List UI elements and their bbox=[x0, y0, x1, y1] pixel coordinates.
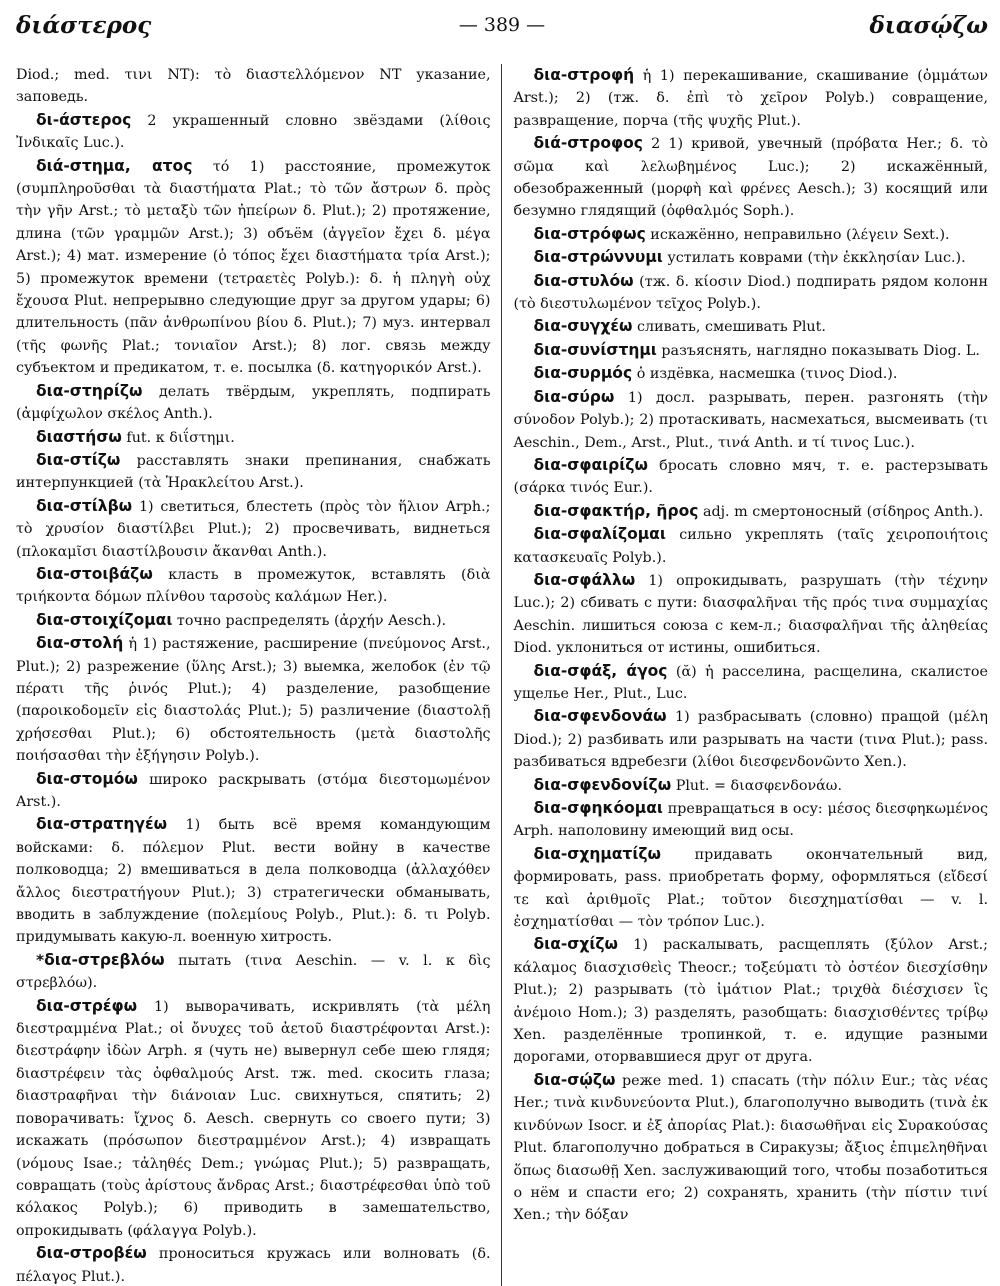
entry-headword: δια-σφαλίζομαι bbox=[533, 525, 666, 544]
dictionary-entry bbox=[514, 454, 989, 500]
entry-definition: сливать, смешивать Plut. bbox=[632, 319, 826, 336]
dictionary-entry bbox=[514, 660, 989, 706]
entry-headword: δια-στρώννυμι bbox=[533, 248, 663, 267]
entry-headword: δια-στολή bbox=[36, 634, 124, 653]
entry-definition: бросать словно мяч, т. е. растерзывать (σάρκα τινός Eur.). bbox=[513, 457, 988, 497]
entry-headword: δια-στρέφω bbox=[36, 996, 138, 1015]
entry-definition: (тж. δ. κίοσιν Diod.) подпирать рядом колонн (τὸ διεστυλωμένον τεῖχος Polyb.). bbox=[513, 273, 988, 313]
entry-definition: превращаться в осу: μέσος διεσφηκωμένος Arph. наполовину имеющий вид осы. bbox=[513, 801, 988, 840]
entry-definition: 1) досл. разрывать, перен. разгонять (τὴν σύνοδον Polyb.); 2) протаскивать, насмехаться, высмеивать (τι Aeschin., Dem., Arst., Plut., τινά Anth. и τί τινος Luc.). bbox=[513, 389, 988, 451]
dictionary-entry bbox=[16, 495, 491, 563]
entry-headword: διά-στροφος bbox=[533, 134, 643, 153]
entry-definition: ὁ издёвка, насмешка (τινος Diod.). bbox=[632, 366, 898, 383]
entry-headword: δια-στομόω bbox=[36, 769, 138, 788]
dictionary-entry bbox=[514, 523, 989, 569]
entry-definition: adj. m смертоносный (σίδηρος Anth.). bbox=[698, 503, 984, 520]
dictionary-entry bbox=[514, 500, 989, 523]
dictionary-entry bbox=[514, 362, 989, 385]
dictionary-entry bbox=[16, 155, 491, 380]
entry-headword: δια-σφάλλω bbox=[533, 570, 636, 589]
page-number: — 389 — bbox=[458, 14, 546, 36]
dictionary-entry bbox=[514, 386, 989, 454]
dictionary-entry bbox=[514, 64, 989, 132]
right-column bbox=[502, 64, 989, 1286]
entry-definition: (ᾰ) ἡ расселина, расщелина, скалистое ущелье Her., Plut., Luc. bbox=[513, 663, 988, 702]
dictionary-entry bbox=[514, 223, 989, 246]
entry-definition: Plut. = διασφενδονάω. bbox=[671, 777, 842, 794]
entry-headword: δια-συνίστημι bbox=[533, 340, 657, 359]
entry-headword: δια-στρόφως bbox=[533, 224, 646, 243]
dictionary-entry bbox=[514, 1069, 989, 1227]
entry-headword: δια-στίλβω bbox=[36, 496, 133, 515]
left-column bbox=[16, 64, 501, 1286]
entry-definition: 1) светиться, блестеть (πρὸς τὸν ἥλιον Arph.; τὸ χρυσίον διαστίλβει Plut.); 2) просвечивать, виднеться (πλοκαμῖσι διαστίλβουσιν ἄκανθαι Anth.). bbox=[16, 498, 491, 560]
dictionary-entry bbox=[514, 843, 989, 934]
entry-definition: точно распределять (ἀρχήν Aesch.). bbox=[172, 612, 447, 629]
dictionary-entry bbox=[514, 933, 989, 1068]
entry-definition: придавать окончательный вид, формировать, pass. приобретать форму, оформляться (εἴδεσί τε καὶ ἀριθμοῖς Plat.; τοῦτον διεσχηματίσθαι — v. l. ἐσχηματίσθαι — τὸν τρόπον Luc.). bbox=[513, 846, 988, 931]
entry-headword: δια-στυλόω bbox=[533, 271, 634, 290]
entry-headword: δι-άστερος bbox=[36, 110, 132, 129]
entry-definition: 1) разбрасывать (словно) пращой (μέλη Diod.); 2) разбивать или разрывать на части (τινα Plut.); pass. разбиваться вдребезги (λίθοι διεσφενδονῶντο Xen.). bbox=[513, 709, 988, 771]
entry-definition: 1) опрокидывать, разрушать (τὴν τέχνην Luc.); 2) сбивать с пути: διασφαλῆναι τῆς πρός τινα συμμαχίας Aeschin. лишиться союза с кем-л.; διασφαλῆναι τῆς ἀληθείας Diod. уклониться от истины, ошибиться. bbox=[513, 572, 988, 657]
dictionary-entry bbox=[514, 270, 989, 316]
entry-headword: δια-στροβέω bbox=[36, 1244, 147, 1263]
entry-headword: δια-σφενδονάω bbox=[533, 707, 667, 726]
dictionary-entry bbox=[16, 449, 491, 495]
dictionary-entry bbox=[514, 774, 989, 797]
dictionary-entry bbox=[514, 315, 989, 338]
entry-definition: 2 1) кривой, увечный (πρόβατα Her.; δ. τὸ σῶμα καὶ λελωβημένος Luc.); 2) искажённый, обезображенный (μορφὴ καὶ φρένες Aesch.); 3) косящий или безумно глядящий (ὀφθαλμός Soph.). bbox=[513, 136, 988, 220]
entry-definition: 2 украшенный словно звёздами (λίθοις Ἰνδικαῖς Luc.). bbox=[16, 112, 491, 152]
dictionary-entry bbox=[514, 339, 989, 362]
dictionary-entry bbox=[514, 569, 989, 660]
entry-headword: δια-σύρω bbox=[533, 387, 615, 406]
dictionary-entry bbox=[514, 246, 989, 269]
entry-headword: δια-στροφή bbox=[533, 66, 635, 84]
entry-headword: δια-στοιχίζομαι bbox=[36, 610, 173, 629]
text-columns bbox=[16, 64, 988, 1286]
entry-headword: δια-σχηματίζω bbox=[533, 844, 661, 863]
entry-definition: класть в промежуток, вставлять (διὰ τριήκοντα δόμων πλίνθου ταρσοὺς καλάμων Her.). bbox=[16, 566, 491, 606]
dictionary-entry bbox=[16, 426, 491, 449]
entry-definition: широко раскрывать (στόμα διεστομωμένον Arst.). bbox=[16, 771, 491, 810]
entry-definition: ἡ 1) растяжение, расширение (πνεύμονος Arst., Plut.); 2) разрежение (ὕλης Arst.); 3) выемка, желобок (ἐν τῷ πέρατι τῆς ῥινός Plut.); 4) разделение, разобщение (παροικοδομεῖν εἰς διαστολάς Plut.); 5) различение (διαστολῇ χρήσεσθαι Plut.); 6) обстоятельность (μετὰ διαστολῆς ποιήσασθαι τὴν ἐξήγησιν Polyb.). bbox=[16, 636, 491, 765]
entry-headword: *δια-στρεβλόω bbox=[36, 950, 165, 969]
entry-definition: 1) выворачивать, искривлять (τὰ μέλη διεστραμμένα Plat.; οἱ ὄνυχες τοῦ ἀετοῦ διαστρέφονται Arst.): διεστράφην ἰδὼν Arph. я (чуть не) вывернул себе шею глядя; διαστρέφειν τὰς ὀφθαλμούς Arst. тж. med. скосить глаза; διαστραφῆναι τὴν διάνοιαν Luc. свихнуться, спятить; 2) поворачивать: ἴχνος δ. Aesch. свернуть со своего пути; 3) искажать (πρόσωπον διεστραμμένον Arst.); 4) извращать (νόμους Isae.; τἀληθές Dem.; γνώμας Plut.); 5) развращать, совращать (τοὺς ἀρίστους ἄνδρας Arst.; διαστρέφεσθαι ὑπὸ τοῦ κόλακος Polyb.); 6) приводить в замешательство, опрокидывать (φάλαγγα Polyb.). bbox=[16, 998, 491, 1239]
entry-definition: проноситься кружась или волновать (δ. πέλαγος Plut.). bbox=[16, 1246, 491, 1285]
dictionary-entry bbox=[16, 64, 491, 109]
entry-headword: δια-σφαιρίζω bbox=[533, 455, 648, 474]
dictionary-entry bbox=[16, 949, 491, 995]
entry-definition: ἡ 1) перекашивание, скашивание (ὀμμάτων Arst.); 2) (тж. δ. ἐπὶ τὸ χεῖρον Polyb.) совращение, развращение, порча (τῆς ψυχῆς Plut.). bbox=[513, 68, 988, 129]
entry-headword: δια-στίζω bbox=[36, 450, 121, 469]
dictionary-entry bbox=[16, 995, 491, 1242]
page-header bbox=[16, 8, 988, 48]
entry-headword: δια-σφάξ, άγος bbox=[533, 661, 668, 680]
entry-definition: τό 1) расстояние, промежуток (συμπληροῦσθαι τὰ διαστήματα Plat.; τὸ τῶν ἄστρων δ. πρὸς τὴν γῆν Arst.; τὸ μεταξὺ τῶν ἠπείρων δ. Plut.); 2) протяжение, длина (τῶν γραμμῶν Arst.); 3) объём (ἀγγεῖον ἔχει δ. μέγα Arst.); 4) мат. измерение (ὁ τόπος ἔχει διαστήματα τρία Arst.); 5) промежуток времени (τετραετὲς Polyb.): δ. ἡ πληγὴ οὐχ ἔχουσα Plut. непрерывно следующие друг за другом удары; 6) длительность (πᾶν ἀνθρωπίνου βίου δ. Plut.); 7) муз. интервал (τῆς φωνῆς Plat.; τονιαῖον Arst.); 8) лог. связь между субъектом и предикатом, т. е. посылка (δ. κατηγορικόν Arst.). bbox=[16, 158, 491, 377]
running-head-right: διασῴζω bbox=[869, 12, 988, 39]
entry-definition: разъяснять, наглядно показывать Diog. L. bbox=[656, 342, 980, 359]
entry-definition: искажённо, неправильно (λέγειν Sext.). bbox=[645, 226, 950, 243]
entry-headword: δια-σχίζω bbox=[533, 935, 619, 954]
entry-definition: 1) раскалывать, расщеплять (ξύλον Arst.; κάλαμος διασχισθεὶς Theocr.; τοξεύματι τὸ ὀστέον διεσχίσθην Plut.); 2) разрывать (τὸ ἱμάτιον Plat.; τριχθὰ διέσχισεν ἲς ἀνέμοιο Hom.); 3) разделять, разобщать: διασχισθέντες τρίβῳ Xen. разделённые тропинкой, т. е. идущие разными дорогами, оторвавшиеся друг от друга. bbox=[513, 937, 988, 1066]
dictionary-entry bbox=[16, 632, 491, 767]
dictionary-entry bbox=[16, 1242, 491, 1286]
entry-headword: δια-σφηκόομαι bbox=[533, 799, 663, 817]
entry-headword: δια-σφενδονίζω bbox=[533, 775, 672, 794]
dictionary-entry bbox=[514, 132, 989, 223]
entry-headword: δια-συγχέω bbox=[533, 317, 633, 336]
entry-headword: δια-συρμός bbox=[533, 364, 633, 383]
entry-headword: δια-στηρίζω bbox=[36, 381, 143, 400]
entry-definition: 1) быть всё время командующим войсками: δ. πόλεμον Plut. вести войну в качестве полководца; 2) вмешиваться в дела полководца (ἀλλαχόθεν ἄλλος διεστρατήγουν Plut.); 3) стратегически обманывать, вводить в заблуждение (πολεμίους Polyb., Plut.): δ. τι Polyb. придумывать какую-л. военную хитрость. bbox=[16, 817, 491, 946]
running-head-left: διάστερος bbox=[16, 12, 152, 39]
entry-definition: расставлять знаки препинания, снабжать интерпункцией (τὰ Ἡρακλείτου Arst.). bbox=[16, 452, 491, 492]
entry-definition: пытать (τινα Aeschin. — v. l. к δὶς στρεβλόω). bbox=[16, 952, 491, 992]
dictionary-entry bbox=[16, 380, 491, 426]
entry-definition: делать твёрдым, укреплять, подпирать (ἀμφίχωλον σκέλος Anth.). bbox=[16, 383, 491, 423]
entry-definition: устилать коврами (τὴν ἐκκλησίαν Luc.). bbox=[662, 250, 966, 267]
dictionary-entry bbox=[514, 797, 989, 843]
entry-headword: δια-στοιβάζω bbox=[36, 564, 153, 583]
entry-headword: διά-στημα, ατος bbox=[36, 156, 193, 175]
entry-headword: διαστήσω bbox=[36, 427, 122, 446]
entry-definition: Diod.; med. τινι NT): τὸ διαστελλόμενον NT указание, заповедь. bbox=[16, 67, 491, 106]
dictionary-entry bbox=[16, 813, 491, 948]
dictionary-entry bbox=[16, 563, 491, 609]
dictionary-entry bbox=[16, 768, 491, 814]
entry-headword: δια-σῴζω bbox=[533, 1070, 616, 1089]
entry-definition: fut. к διΐστημι. bbox=[121, 429, 235, 446]
entry-definition: сильно укреплять (ταῖς χειροποιήτοις κατασκευαῖς Polyb.). bbox=[513, 527, 988, 566]
entry-headword: δια-σφακτήρ, ῆρος bbox=[533, 501, 699, 520]
dictionary-entry bbox=[16, 109, 491, 155]
entry-definition: реже med. 1) спасать (τὴν πόλιν Eur.; τὰς νέας Her.; τινὰ κινδυνεύοντα Plut.), благополучно выводить (τινὰ ἐκ κινδύνων Isocr. и ἐξ ἀπορίας Plat.): διασωθῆναι εἰς Συρακούσας Plut. благополучно добраться в Сиракузы; ἄξιος ἐπιμεληθῆναι ὅπως διασωθῇ Xen. заслуживающий того, чтобы позаботиться о нём и спасти его; 2) сохранять, хранить (τὴν πίστιν τινί Xen.; τὴν δόξαν bbox=[513, 1072, 988, 1224]
entry-headword: δια-στρατηγέω bbox=[36, 815, 168, 834]
dictionary-entry bbox=[16, 609, 491, 632]
dictionary-entry bbox=[514, 705, 989, 773]
